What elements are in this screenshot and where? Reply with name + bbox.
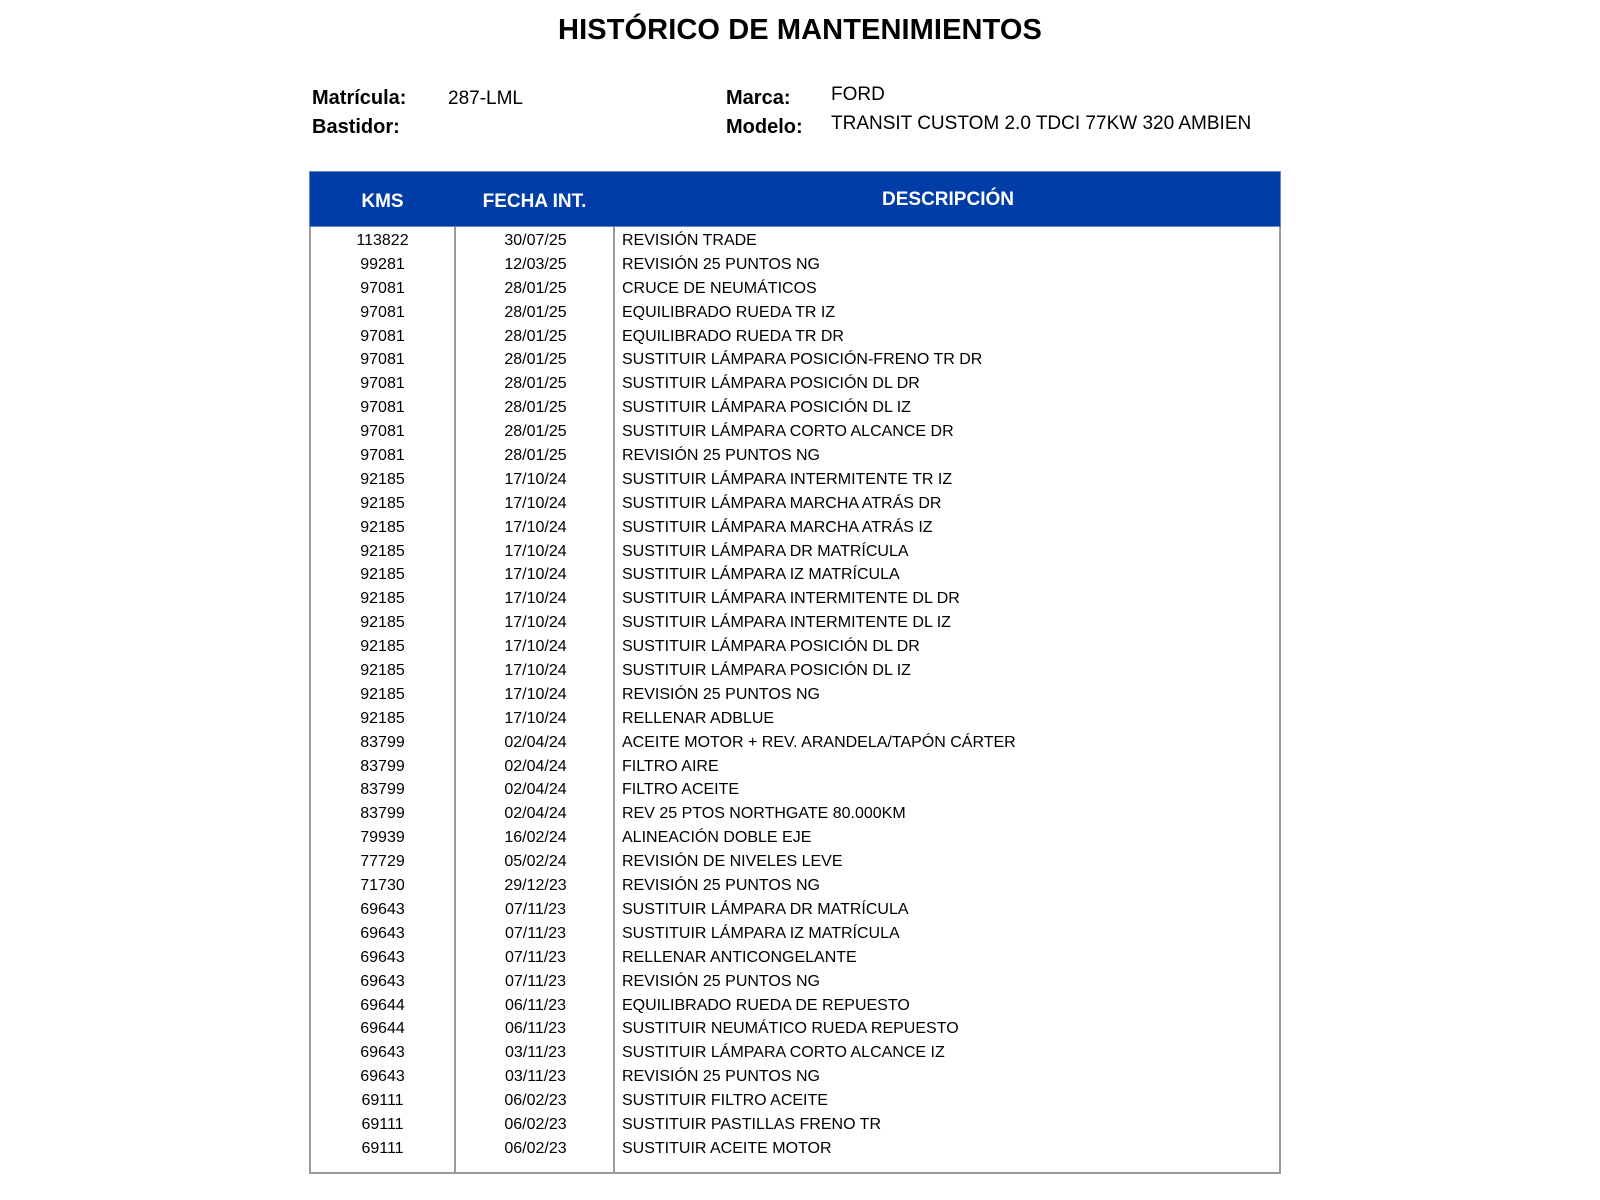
table-row	[311, 755, 1279, 779]
descripcion-cell: FILTRO ACEITE	[622, 781, 740, 799]
fecha-cell: 17/10/24	[504, 590, 567, 608]
kms-cell: 77729	[360, 853, 405, 871]
descripcion-cell: SUSTITUIR LÁMPARA IZ MATRÍCULA	[622, 924, 900, 942]
kms-cell: 92185	[360, 685, 405, 703]
table-row	[311, 1041, 1279, 1065]
descripcion-cell: SUSTITUIR PASTILLAS FRENO TR	[622, 1115, 882, 1133]
fecha-cell: 28/01/25	[504, 279, 567, 297]
kms-cell: 69644	[360, 996, 405, 1014]
table-row	[311, 325, 1279, 349]
fecha-cell: 17/10/24	[504, 470, 567, 488]
kms-cell: 69643	[360, 948, 405, 966]
table-body	[309, 227, 1281, 1174]
descripcion-cell: SUSTITUIR LÁMPARA MARCHA ATRÁS DR	[622, 494, 942, 512]
kms-cell: 92185	[360, 566, 405, 584]
kms-cell: 97081	[360, 399, 405, 417]
fecha-cell: 06/02/23	[504, 1139, 567, 1157]
descripcion-cell: EQUILIBRADO RUEDA TR DR	[622, 327, 844, 345]
descripcion-cell: REVISIÓN 25 PUNTOS NG	[622, 685, 820, 703]
fecha-cell: 07/11/23	[504, 948, 567, 966]
kms-cell: 69643	[360, 972, 405, 990]
table-row	[311, 707, 1279, 731]
fecha-cell: 29/12/23	[504, 877, 567, 895]
descripcion-cell: EQUILIBRADO RUEDA TR IZ	[622, 303, 836, 321]
matricula-label: Matrícula:	[312, 87, 407, 109]
table-row	[311, 1137, 1279, 1161]
kms-cell: 97081	[360, 423, 405, 441]
kms-cell: 97081	[360, 303, 405, 321]
fecha-cell: 28/01/25	[504, 303, 567, 321]
kms-cell: 83799	[360, 805, 405, 823]
table-row	[311, 1065, 1279, 1089]
bastidor-label: Bastidor:	[312, 116, 400, 138]
table-row	[311, 826, 1279, 850]
descripcion-cell: SUSTITUIR LÁMPARA INTERMITENTE TR IZ	[622, 470, 953, 488]
kms-cell: 92185	[360, 638, 405, 656]
kms-cell: 92185	[360, 542, 405, 560]
descripcion-cell: SUSTITUIR LÁMPARA POSICIÓN DL IZ	[622, 662, 911, 680]
descripcion-cell: SUSTITUIR LÁMPARA INTERMITENTE DL IZ	[622, 614, 951, 632]
kms-cell: 69111	[361, 1115, 404, 1133]
descripcion-cell: SUSTITUIR LÁMPARA INTERMITENTE DL DR	[622, 590, 960, 608]
table-row	[311, 396, 1279, 420]
descripcion-cell: CRUCE DE NEUMÁTICOS	[622, 279, 817, 297]
fecha-cell: 17/10/24	[504, 542, 567, 560]
kms-cell: 97081	[360, 375, 405, 393]
kms-cell: 92185	[360, 614, 405, 632]
table-row	[311, 994, 1279, 1018]
table-row	[311, 516, 1279, 540]
fecha-cell: 28/01/25	[504, 327, 567, 345]
table-row	[311, 850, 1279, 874]
descripcion-cell: SUSTITUIR LÁMPARA CORTO ALCANCE DR	[622, 423, 954, 441]
kms-cell: 92185	[360, 494, 405, 512]
table-row	[311, 683, 1279, 707]
table-rows	[311, 229, 1279, 1161]
table-row	[311, 970, 1279, 994]
fecha-cell: 28/01/25	[504, 423, 567, 441]
table-row	[311, 946, 1279, 970]
kms-cell: 69643	[360, 900, 405, 918]
fecha-cell: 05/02/24	[504, 853, 567, 871]
kms-cell: 92185	[360, 470, 405, 488]
fecha-cell: 16/02/24	[504, 829, 567, 847]
fecha-cell: 07/11/23	[504, 972, 567, 990]
fecha-cell: 28/01/25	[504, 399, 567, 417]
column-header-kms: KMS	[361, 190, 404, 212]
kms-cell: 69111	[361, 1139, 404, 1157]
table-row	[311, 731, 1279, 755]
descripcion-cell: REVISIÓN TRADE	[622, 232, 757, 249]
descripcion-cell: ACEITE MOTOR + REV. ARANDELA/TAPÓN CÁRTER	[622, 733, 1016, 751]
maintenance-table	[309, 171, 1281, 1174]
table-row	[311, 587, 1279, 611]
kms-cell: 69644	[360, 1020, 405, 1038]
table-row	[311, 540, 1279, 564]
kms-cell: 97081	[360, 447, 405, 465]
table-row	[311, 874, 1279, 898]
kms-cell: 92185	[360, 518, 405, 536]
kms-cell: 97081	[360, 279, 405, 297]
descripcion-cell: SUSTITUIR LÁMPARA POSICIÓN DL IZ	[622, 399, 911, 417]
kms-cell: 69643	[360, 1068, 405, 1086]
descripcion-cell: SUSTITUIR FILTRO ACEITE	[622, 1092, 828, 1110]
fecha-cell: 17/10/24	[504, 614, 567, 632]
fecha-cell: 02/04/24	[504, 733, 567, 751]
kms-cell: 97081	[360, 351, 405, 369]
table-row	[311, 1089, 1279, 1113]
kms-cell: 83799	[360, 733, 405, 751]
fecha-cell: 02/04/24	[504, 781, 567, 799]
descripcion-cell: REVISIÓN 25 PUNTOS NG	[622, 972, 820, 990]
descripcion-cell: EQUILIBRADO RUEDA DE REPUESTO	[622, 996, 910, 1014]
kms-cell: 99281	[360, 255, 405, 273]
descripcion-cell: SUSTITUIR ACEITE MOTOR	[622, 1139, 832, 1157]
fecha-cell: 17/10/24	[504, 566, 567, 584]
table-row	[311, 1017, 1279, 1041]
table-row	[311, 253, 1279, 277]
fecha-cell: 03/11/23	[504, 1044, 567, 1062]
kms-cell: 83799	[360, 757, 405, 775]
fecha-cell: 17/10/24	[504, 518, 567, 536]
descripcion-cell: SUSTITUIR LÁMPARA POSICIÓN DL DR	[622, 638, 920, 656]
fecha-cell: 06/11/23	[504, 1020, 567, 1038]
descripcion-cell: RELLENAR ANTICONGELANTE	[622, 948, 857, 966]
fecha-cell: 17/10/24	[504, 494, 567, 512]
descripcion-cell: RELLENAR ADBLUE	[622, 709, 775, 727]
fecha-cell: 07/11/23	[504, 924, 567, 942]
kms-cell: 79939	[360, 829, 405, 847]
table-row	[311, 802, 1279, 826]
table-row	[311, 444, 1279, 468]
fecha-cell: 06/02/23	[504, 1092, 567, 1110]
fecha-cell: 28/01/25	[504, 375, 567, 393]
descripcion-cell: REVISIÓN 25 PUNTOS NG	[622, 255, 820, 273]
fecha-cell: 06/11/23	[504, 996, 567, 1014]
modelo-value: TRANSIT CUSTOM 2.0 TDCI 77KW 320 AMBIEN	[831, 113, 1252, 134]
descripcion-cell: REVISIÓN 25 PUNTOS NG	[622, 877, 820, 895]
table-row	[311, 468, 1279, 492]
descripcion-cell: SUSTITUIR LÁMPARA IZ MATRÍCULA	[622, 566, 900, 584]
kms-cell: 71730	[360, 877, 405, 895]
descripcion-cell: REVISIÓN 25 PUNTOS NG	[622, 447, 820, 465]
column-header-fecha: FECHA INT.	[482, 190, 587, 212]
kms-cell: 92185	[360, 662, 405, 680]
table-row	[311, 922, 1279, 946]
table-row	[311, 659, 1279, 683]
table-row	[311, 635, 1279, 659]
kms-cell: 92185	[360, 590, 405, 608]
fecha-cell: 07/11/23	[504, 900, 567, 918]
table-row	[311, 563, 1279, 587]
fecha-cell: 03/11/23	[504, 1068, 567, 1086]
kms-cell: 97081	[360, 327, 405, 345]
table-row	[311, 1113, 1279, 1137]
fecha-cell: 02/04/24	[504, 757, 567, 775]
table-row	[311, 301, 1279, 325]
fecha-cell: 02/04/24	[504, 805, 567, 823]
table-row	[311, 492, 1279, 516]
descripcion-cell: SUSTITUIR LÁMPARA MARCHA ATRÁS IZ	[622, 518, 933, 536]
descripcion-cell: SUSTITUIR NEUMÁTICO RUEDA REPUESTO	[622, 1020, 959, 1038]
kms-cell: 113822	[356, 232, 409, 249]
page-title: HISTÓRICO DE MANTENIMIENTOS	[558, 14, 1042, 46]
descripcion-cell: SUSTITUIR LÁMPARA DR MATRÍCULA	[622, 900, 909, 918]
descripcion-cell: ALINEACIÓN DOBLE EJE	[622, 829, 812, 847]
kms-cell: 69643	[360, 1044, 405, 1062]
table-row	[311, 611, 1279, 635]
column-header-descripcion: DESCRIPCIÓN	[882, 188, 1014, 210]
table-row	[311, 778, 1279, 802]
descripcion-cell: FILTRO AIRE	[622, 757, 719, 775]
descripcion-cell: SUSTITUIR LÁMPARA POSICIÓN DL DR	[622, 375, 920, 393]
kms-cell: 83799	[360, 781, 405, 799]
marca-label: Marca:	[726, 87, 791, 109]
table-row	[311, 898, 1279, 922]
fecha-cell: 17/10/24	[504, 638, 567, 656]
kms-cell: 92185	[360, 709, 405, 727]
kms-cell: 69111	[361, 1092, 404, 1110]
modelo-label: Modelo:	[726, 116, 803, 138]
descripcion-cell: REV 25 PTOS NORTHGATE 80.000KM	[622, 805, 906, 823]
marca-value: FORD	[831, 84, 885, 105]
table-row	[311, 277, 1279, 301]
table-header	[309, 171, 1281, 227]
table-row	[311, 420, 1279, 444]
fecha-cell: 17/10/24	[504, 709, 567, 727]
descripcion-cell: SUSTITUIR LÁMPARA CORTO ALCANCE IZ	[622, 1044, 945, 1062]
matricula-value: 287-LML	[448, 88, 523, 109]
descripcion-cell: REVISIÓN DE NIVELES LEVE	[622, 853, 843, 871]
fecha-cell: 28/01/25	[504, 447, 567, 465]
table-row	[311, 348, 1279, 372]
fecha-cell: 12/03/25	[504, 255, 567, 273]
fecha-cell: 17/10/24	[504, 685, 567, 703]
fecha-cell: 28/01/25	[504, 351, 567, 369]
kms-cell: 69643	[360, 924, 405, 942]
descripcion-cell: REVISIÓN 25 PUNTOS NG	[622, 1068, 820, 1086]
descripcion-cell: SUSTITUIR LÁMPARA POSICIÓN-FRENO TR DR	[622, 351, 983, 369]
fecha-cell: 30/07/25	[504, 232, 567, 249]
table-row	[311, 229, 1279, 253]
descripcion-cell: SUSTITUIR LÁMPARA DR MATRÍCULA	[622, 542, 909, 560]
fecha-cell: 06/02/23	[504, 1115, 567, 1133]
fecha-cell: 17/10/24	[504, 662, 567, 680]
table-row	[311, 372, 1279, 396]
